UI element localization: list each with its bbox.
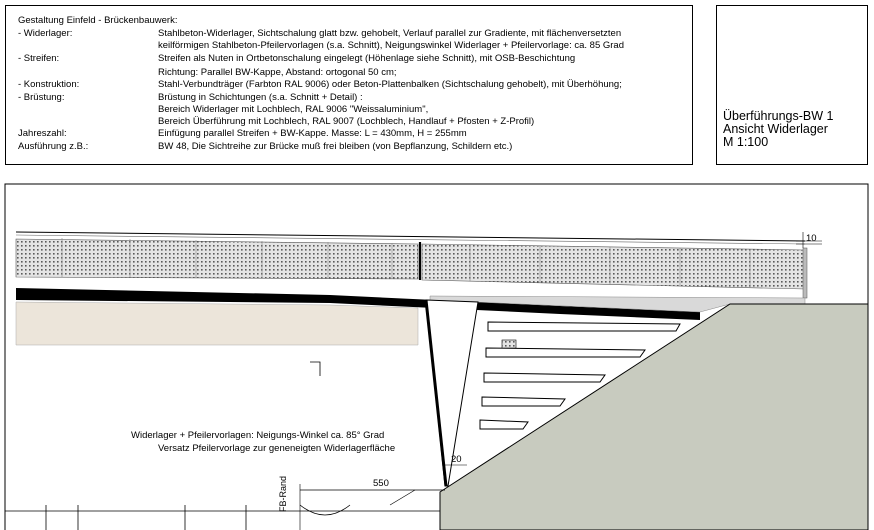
ditch-curve [300, 505, 350, 515]
spec-line: Stahl-Verbundträger (Farbton RAL 9006) oder Beton-Plattenbalken (Sichtschalung gehobelt), mit Überhöhung; [158, 79, 622, 90]
spec-heading: Gestaltung Einfeld - Brückenbauwerk: [18, 15, 178, 26]
end-post [803, 248, 807, 298]
spec-line: Stahlbeton-Widerlager, Sichtschalung glatt bzw. gehobelt, Verlauf parallel zur Gradiente, mit flächenversetzten [158, 28, 622, 39]
spec-line: Brüstung in Schichtungen (s.a. Schnitt + Detail) : [158, 92, 363, 103]
spec-key-ausfuehrung: Ausführung z.B.: [18, 141, 89, 152]
spec-line: Bereich Überführung mit Lochblech, RAL 9007 (Lochblech, Handlauf + Pfosten + Z-Profil) [158, 116, 535, 127]
fb-rand-label: FB-Rand [278, 475, 288, 512]
dim-550-label: 550 [373, 478, 389, 489]
spec-key-widerlager: - Widerlager: [18, 28, 73, 39]
note-line-2: Versatz Pfeilervorlage zur geneneigten Widerlagerfläche [158, 443, 396, 454]
dim-10-label: 10 [806, 233, 817, 244]
ground-line [390, 490, 415, 505]
spec-line: BW 48, Die Sichtreihe zur Brücke muß frei bleiben (von Bepflanzung, Schildern etc.) [158, 141, 513, 152]
perforated-sheet-overpass [422, 244, 805, 289]
spec-line: Einfügung parallel Streifen + BW-Kappe. Masse: L = 430mm, H = 255mm [158, 128, 467, 139]
spec-key-bruestung: - Brüstung: [18, 92, 65, 103]
spec-key-konstruktion: - Konstruktion: [18, 79, 80, 90]
dim-20-label: 20 [451, 454, 462, 465]
spec-line: Richtung: Parallel BW-Kappe, Abstand: ortogonal 50 cm; [158, 67, 397, 78]
baseline-ticks [46, 505, 246, 530]
note-line-1: Widerlager + Pfeilervorlagen: Neigungs-Winkel ca. 85° Grad [131, 430, 385, 441]
spec-line: keilförmigen Stahlbeton-Pfeilervorlagen (s.a. Schnitt), Neigungswinkel Widerlager + Pfeilervorlage: ca. 85 Grad [158, 40, 624, 51]
title-line-1: Überführungs-BW 1 [723, 109, 834, 123]
spec-line: Streifen als Nuten in Ortbetonschalung eingelegt (Höhenlage siehe Schnitt), mit OSB-Beschichtung [158, 53, 576, 64]
spec-line: Bereich Widerlager mit Lochblech, RAL 9006 "Weissaluminium", [158, 104, 429, 115]
spec-key-jahreszahl: Jahreszahl: [18, 128, 67, 139]
perforated-sheet-widerlager [16, 239, 418, 279]
embankment-slope [440, 304, 868, 530]
title-line-2: Ansicht Widerlager [723, 122, 828, 136]
spec-key-streifen: - Streifen: [18, 53, 60, 64]
title-line-3: M 1:100 [723, 135, 769, 149]
abutment-face [16, 302, 418, 345]
corner-mark [310, 362, 320, 376]
year-plaque [502, 340, 516, 348]
